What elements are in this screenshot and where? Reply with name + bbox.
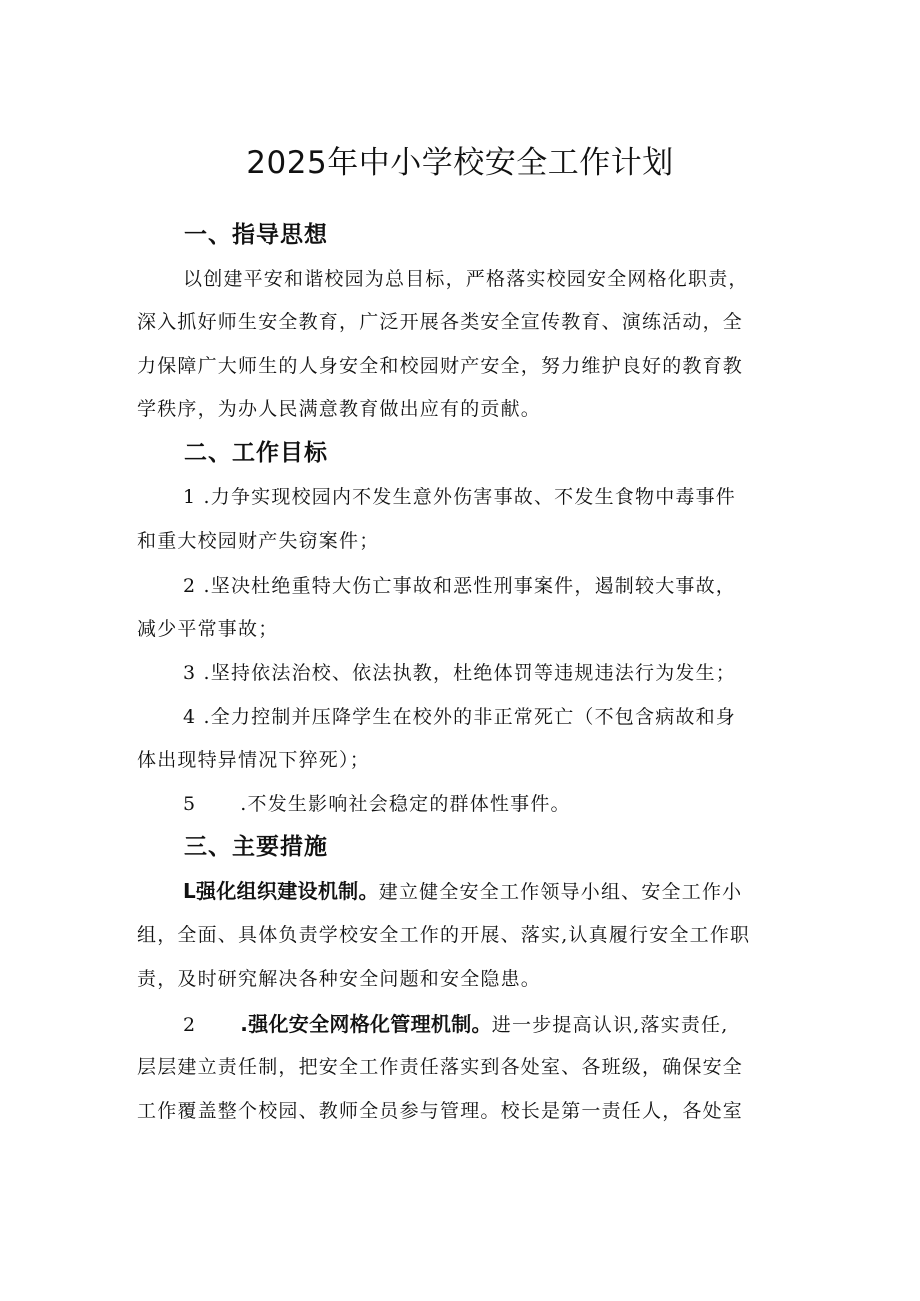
- section-heading-main-measures: 三、主要措施: [184, 834, 328, 860]
- measure-text: 建立健全安全工作领导小组、安全工作小: [378, 881, 743, 903]
- goal-text: .力争实现校园内不发生意外伤害事故、不发生食物中毒事件: [203, 486, 736, 508]
- goal-item-3: [183, 658, 736, 688]
- goal-item-5: [183, 789, 571, 819]
- paragraph-line: 以创建平安和谐校园为总目标，严格落实校园安全网格化职责，: [183, 268, 749, 290]
- goal-text: .全力控制并压降学生在校外的非正常死亡（不包含病故和身: [203, 706, 736, 728]
- paragraph-line: 力保障广大师生的人身安全和校园财产安全，努力维护良好的教育教: [137, 355, 744, 377]
- page-title: 2025年中小学校安全工作计划: [246, 145, 674, 181]
- goal-text: .坚决杜绝重特大伤亡事故和恶性刑事案件，遏制较大事故，: [203, 575, 736, 597]
- paragraph-line: 深入抓好师生安全教育，广泛开展各类安全宣传教育、演练活动，全: [137, 311, 744, 333]
- goal-number: 4: [183, 706, 197, 728]
- goal-line: 和重大校园财产失窃案件；: [137, 530, 380, 552]
- section-heading-guiding-ideology: 一、指导思想: [184, 222, 328, 248]
- measure-lead: .强化安全网格化管理机制。: [240, 1012, 492, 1036]
- goal-number: 1: [183, 486, 197, 508]
- measure-line: 责，及时研究解决各种安全问题和安全隐患。: [137, 968, 542, 990]
- measure-item-2: [183, 1009, 728, 1040]
- measure-line: 层层建立责任制，把安全工作责任落实到各处室、各班级，确保安全: [137, 1056, 744, 1078]
- section-heading-work-goals: 二、工作目标: [184, 440, 328, 466]
- goal-text: .坚持依法治校、依法执教，杜绝体罚等违规违法行为发生；: [203, 662, 736, 684]
- goal-line: 体出现特异情况下猝死）；: [137, 749, 370, 771]
- paragraph-line: 学秩序，为办人民满意教育做出应有的贡献。: [137, 398, 542, 420]
- goal-number: 2: [183, 575, 197, 597]
- goal-number: 3: [183, 662, 197, 684]
- goal-item-1: [183, 482, 736, 512]
- measure-line: 工作覆盖整个校园、教师全员参与管理。校长是第一责任人，各处室: [137, 1100, 744, 1122]
- goal-text: .不发生影响社会稳定的群体性事件。: [240, 793, 571, 815]
- measure-line: 组，全面、具体负责学校安全工作的开展、落实,认真履行安全工作职: [137, 924, 751, 946]
- goal-item-2: [183, 571, 736, 601]
- goal-line: 减少平常事故；: [137, 618, 279, 640]
- measure-item-1: [183, 876, 742, 907]
- measure-text: 进一步提高认识,落实责任,: [491, 1014, 729, 1036]
- measure-lead: L强化组织建设机制。: [183, 879, 379, 903]
- goal-number: 5: [183, 793, 197, 815]
- measure-number: 2: [183, 1014, 197, 1036]
- goal-item-4: [183, 702, 736, 732]
